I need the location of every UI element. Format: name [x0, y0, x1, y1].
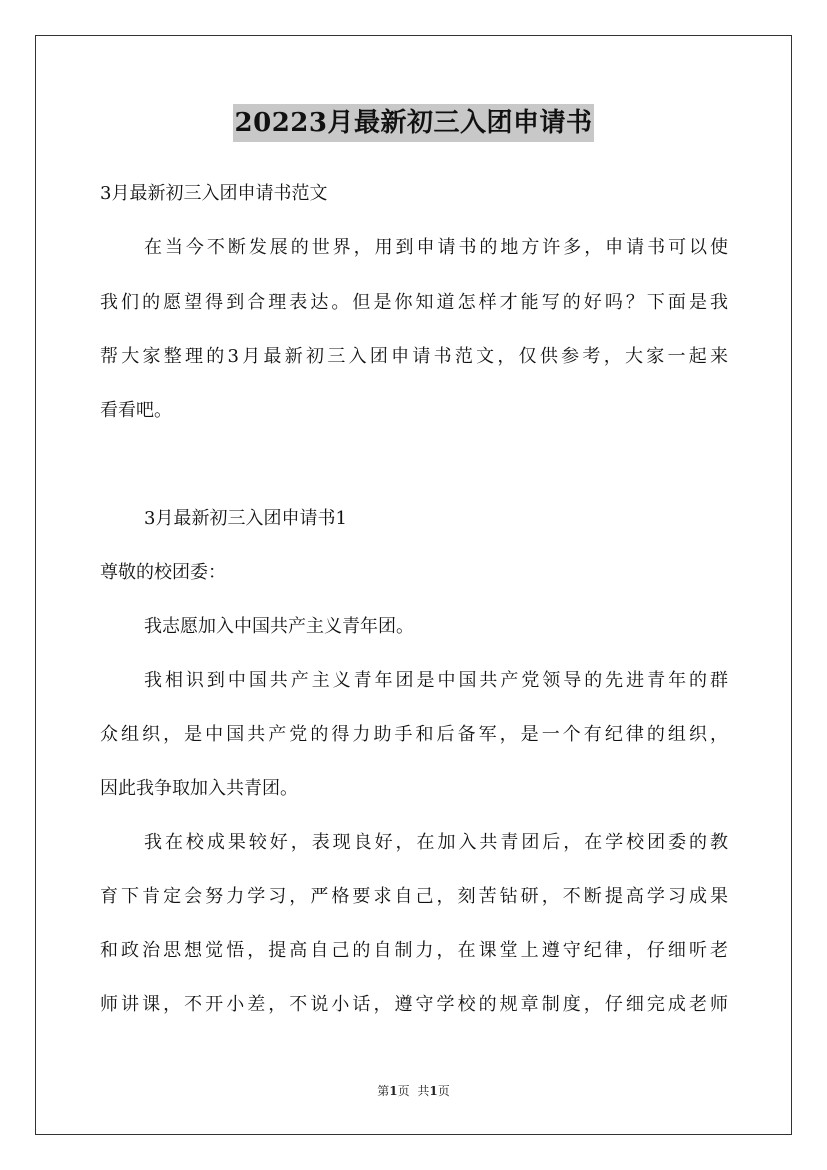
footer-total-suffix: 页 [437, 1084, 450, 1098]
section-heading: 3月最新初三入团申请书1 [144, 508, 347, 529]
paragraph-2-line-3: 因此我争取加入共青团。 [100, 778, 298, 799]
paragraph-2-line-1: 我相识到中国共产主义青年团是中国共产党领导的先进青年的群 [144, 670, 728, 691]
intro-line-2: 我们的愿望得到合理表达。但是你知道怎样才能写的好吗？下面是我 [100, 292, 728, 313]
paragraph-3-line-2: 育下肯定会努力学习，严格要求自己，刻苦钻研，不断提高学习成果 [100, 886, 728, 907]
paragraph-3-line-3: 和政治思想觉悟，提高自己的自制力，在课堂上遵守纪律，仔细听老 [100, 940, 728, 961]
document-subtitle: 3月最新初三入团申请书范文 [100, 183, 328, 204]
footer-page-prefix: 第 [377, 1084, 390, 1098]
paragraph-3-line-4: 师讲课，不开小差，不说小话，遵守学校的规章制度，仔细完成老师 [100, 994, 728, 1015]
footer-total-pages: 1 [429, 1084, 438, 1098]
page-footer [0, 1083, 827, 1099]
paragraph-1: 我志愿加入中国共产主义青年团。 [144, 616, 414, 637]
footer-page-suffix: 页 [397, 1084, 410, 1098]
intro-line-4: 看看吧。 [100, 400, 172, 421]
footer-page-number: 1 [389, 1084, 398, 1098]
salutation: 尊敬的校团委： [100, 562, 226, 583]
paragraph-3-line-1: 我在校成果较好，表现良好，在加入共青团后，在学校团委的教 [144, 832, 728, 853]
document-title: 20223月最新初三入团申请书 [233, 104, 595, 142]
title-container [0, 104, 827, 142]
footer-total-prefix: 共 [417, 1084, 430, 1098]
intro-line-1: 在当今不断发展的世界，用到申请书的地方许多，申请书可以使 [144, 237, 728, 258]
intro-line-3: 帮大家整理的3月最新初三入团申请书范文，仅供参考，大家一起来 [100, 346, 728, 367]
paragraph-2-line-2: 众组织，是中国共产党的得力助手和后备军，是一个有纪律的组织， [100, 724, 728, 745]
